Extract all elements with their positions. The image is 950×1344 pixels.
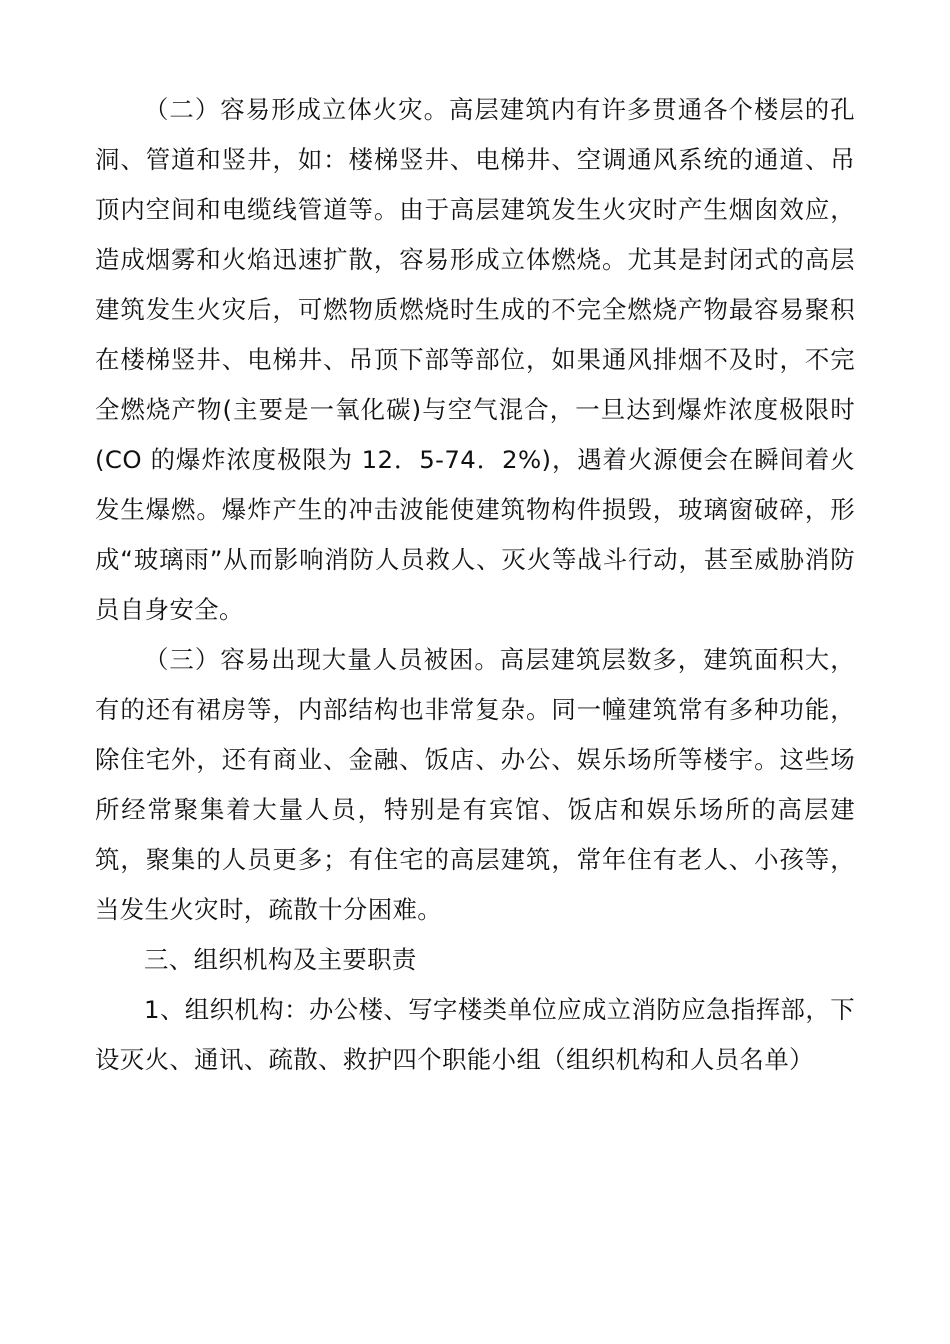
section-heading-organization: 三、组织机构及主要职责 (144, 945, 417, 974)
paragraph-vertical-fire: （二）容易形成立体火灾。高层建筑内有许多贯通各个楼层的孔洞、管道和竖井，如：楼梯竖井、电梯井、空调通风系统的通道、吊顶内空间和电缆线管道等。由于高层建筑发生火灾时产生烟囱效应，造成烟雾和火焰迅速扩散，容易形成立体燃烧。尤其是封闭式的高层建筑发生火灾后，可燃物质燃烧时生成的不完全燃烧产物最容易聚积在楼梯竖井、电梯井、吊顶下部等部位，如果通风排烟不及时，不完全燃烧产物(主要是一氧化碳)与空气混合，一旦达到爆炸浓度极限时(CO 的爆炸浓度极限为 12．5-74．2%)，遇着火源便会在瞬间着火发生爆燃。爆炸产生的冲击波能使建筑物构件损毁，玻璃窗破碎，形成“玻璃雨”从而影响消防人员救人、灭火等战斗行动，甚至威胁消防员自身安全。 (95, 95, 855, 624)
document-page (95, 85, 855, 1085)
paragraph-organization-structure: 1、组织机构：办公楼、写字楼类单位应成立消防应急指挥部，下设灭火、通讯、疏散、救护四个职能小组（组织机构和人员名单） (95, 995, 855, 1074)
paragraph-trapped-people: （三）容易出现大量人员被困。高层建筑层数多，建筑面积大，有的还有裙房等，内部结构也非常复杂。同一幢建筑常有多种功能，除住宅外，还有商业、金融、饭店、办公、娱乐场所等楼宇。这些场所经常聚集着大量人员，特别是有宾馆、饭店和娱乐场所的高层建筑，聚集的人员更多；有住宅的高层建筑，常年住有老人、小孩等，当发生火灾时，疏散十分困难。 (95, 645, 855, 924)
